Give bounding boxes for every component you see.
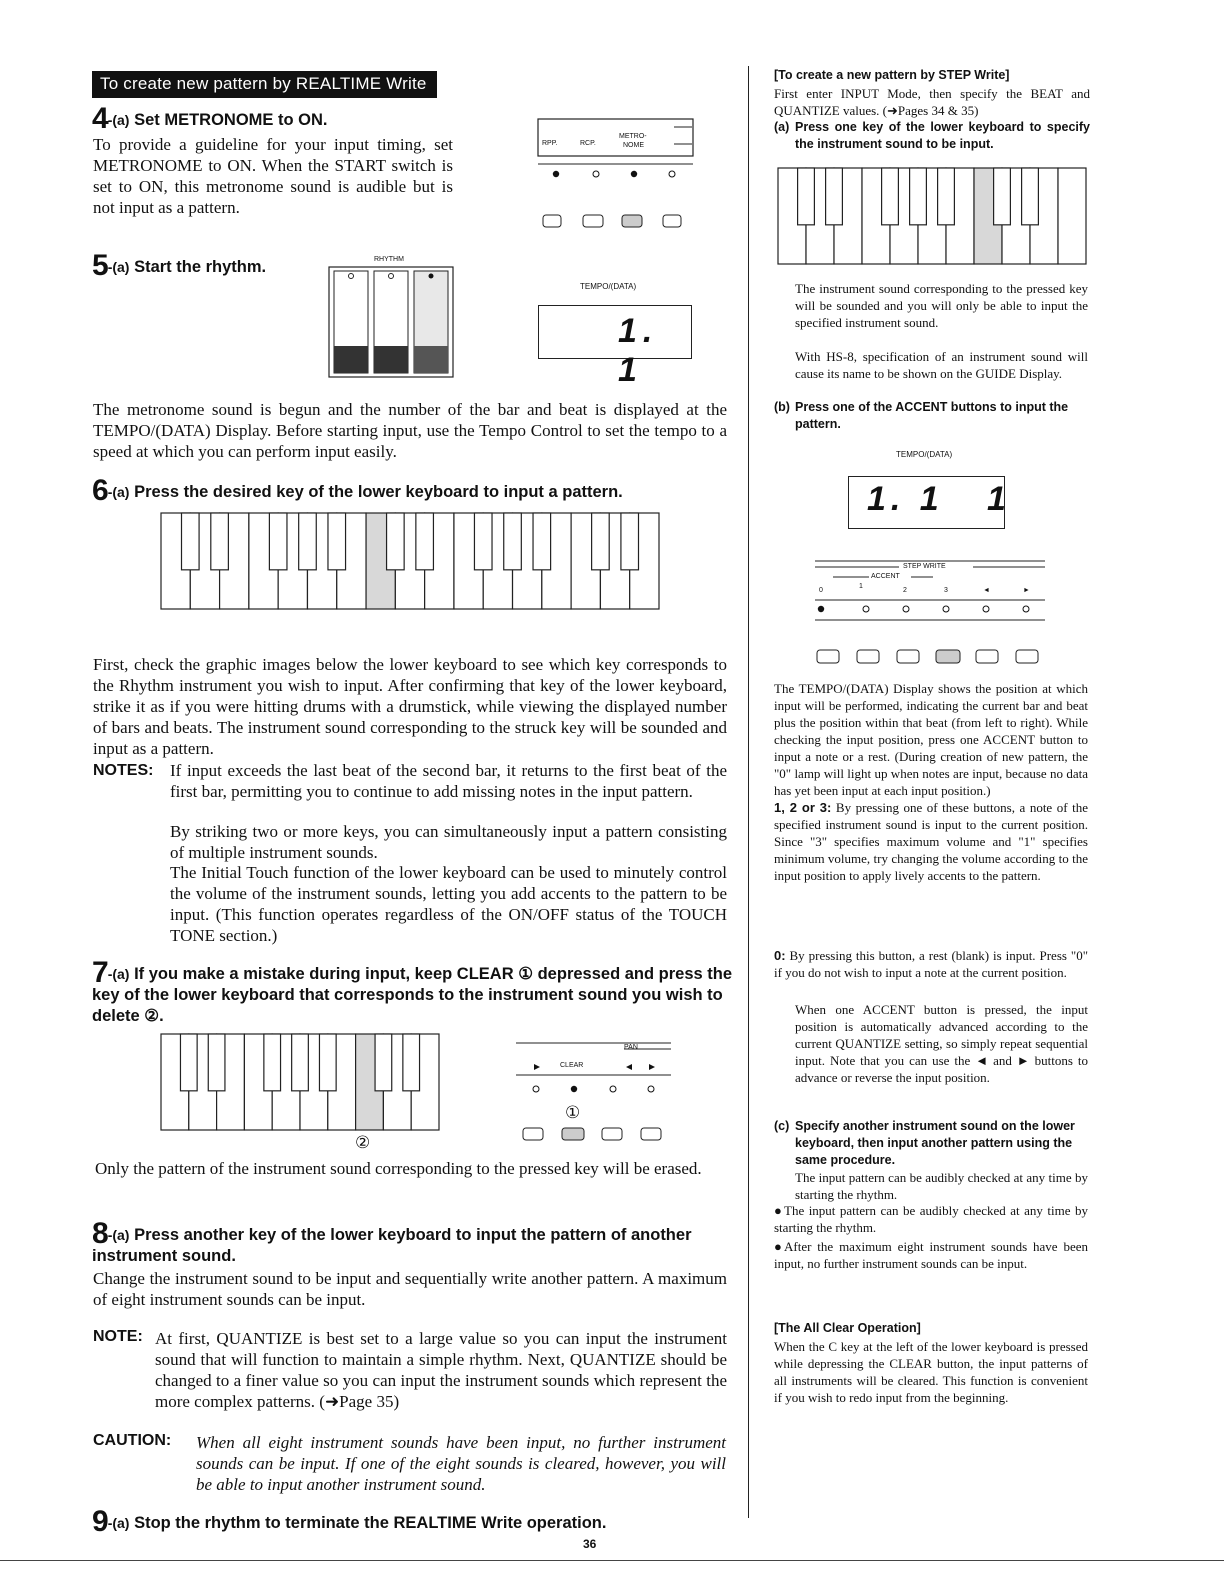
step8-number: 8 <box>92 1217 108 1250</box>
black-key <box>403 1034 420 1091</box>
white-key <box>1058 168 1086 264</box>
step-a-label: (a) <box>774 120 790 134</box>
step4-title: Set METRONOME to ON. <box>134 111 328 129</box>
step9-title: Stop the rhythm to terminate the REALTIME Write operation. <box>134 1514 607 1532</box>
step5-body: The metronome sound is begun and the number of the bar and beat is displayed at the TEMPO/(DATA) Display. Before starting input, use the Tempo Control to set the tempo to a speed at which you can perform input easily. <box>93 400 727 461</box>
rcp-label: RCP. <box>580 140 596 147</box>
caution-label: CAUTION: <box>93 1432 172 1449</box>
tempo-display-value: 1. 1 <box>618 312 659 389</box>
all-clear-body: When the C key at the left of the lower keyboard is pressed while depressing the CLEAR button, the input patterns of all instruments will be cleared. This function is convenient if you wish to redo input from the beginning. <box>774 1339 1088 1405</box>
black-key <box>319 1034 336 1091</box>
rhythm-switches <box>328 256 454 378</box>
black-key <box>387 513 405 570</box>
black-key <box>292 1034 309 1091</box>
note3: The Initial Touch function of the lower keyboard can be used to minutely control the volume of the instrument sounds, letting you add accents to the pattern to be input. (This function operates regardless of the ON/OFF status of the TOUCH TONE section.) <box>170 863 727 945</box>
black-key <box>328 513 346 570</box>
step6-body: First, check the graphic images below the lower keyboard to see which key corresponds to the Rhythm instrument you wish to input. After confirming that key of the lower keyboard, strike it as if you were hitting drums with a drumstick, while viewing the displayed number of bars and beats. The instrument sound corresponding to the struck key will be sounded and input as a pattern. <box>93 655 727 758</box>
step8-heading <box>92 1217 732 1267</box>
black-key <box>264 1034 281 1091</box>
key-back-label: ◄ <box>983 587 990 594</box>
black-key <box>180 1034 197 1091</box>
accent-123-text: By pressing one of these buttons, a note of the specified instrument sound is input to the current position. Since "3" specifies maximum volume and "1" specifies minimum volume, try changing the volume according to the input position to apply lively accents to the pattern. <box>774 800 1089 883</box>
step6-heading <box>92 474 623 507</box>
page-number: 36 <box>583 1537 597 1551</box>
callout-2: ② <box>355 1133 371 1152</box>
step9-sub: -(a) <box>107 1515 130 1531</box>
step7-heading <box>92 956 733 1027</box>
black-key <box>826 168 843 225</box>
black-key <box>504 513 522 570</box>
tempo-display-step5 <box>536 282 696 389</box>
step4-sub: -(a) <box>107 112 130 128</box>
tempo-display-step-write <box>845 450 1015 532</box>
step8-title: Press another key of the lower keyboard to input the pattern of another instrument sound. <box>92 1226 692 1265</box>
bullet-1: ● The input pattern can be audibly checked at any time by starting the rhythm. <box>774 1203 1088 1235</box>
black-key <box>592 513 610 570</box>
notes-label: NOTES: <box>93 762 154 779</box>
black-key <box>299 513 317 570</box>
black-key <box>416 513 434 570</box>
black-key <box>533 513 551 570</box>
bullet-2: ● After the maximum eight instrument sounds have been input, no further instrument sounds can be input. <box>774 1239 1088 1271</box>
black-key <box>474 513 492 570</box>
note2: By striking two or more keys, you can simultaneously input a pattern consisting of multiple instrument sounds. <box>170 822 727 862</box>
step-c-body: The input pattern can be audibly checked at any time by starting the rhythm. <box>795 1170 1088 1202</box>
step7-number: 7 <box>92 956 108 989</box>
caution-text: When all eight instrument sounds have been input, no further instrument sounds can be input. If one of the eight sounds is cleared, however, you will be able to input another instrument sound. <box>196 1433 726 1494</box>
accent-label: ACCENT <box>871 573 900 580</box>
bullet-2-text: After the maximum eight instrument sounds have been input, no further instrument sounds can be input. <box>774 1239 1088 1271</box>
step5-title: Start the rhythm. <box>134 258 267 276</box>
column-divider <box>748 66 749 1518</box>
metronome-label-2: NOME <box>623 142 644 149</box>
section-banner: To create new pattern by REALTIME Write <box>92 71 437 98</box>
key-0-label: 0 <box>819 587 823 594</box>
step5-heading <box>92 249 267 282</box>
black-key <box>798 168 815 225</box>
lower-keyboard-step6 <box>160 512 660 642</box>
black-key <box>211 513 229 570</box>
step7-title: If you make a mistake during input, keep CLEAR ① depressed and press the key of the lower keyboard that corresponds to the instrument sound you wish to delete ②. <box>92 965 733 1025</box>
step8-body: Change the instrument sound to be input and sequentially write another pattern. A maximum of eight instrument sounds can be input. <box>93 1269 727 1309</box>
black-key <box>182 513 200 570</box>
accent-123-label: 1, 2 or 3: <box>774 800 832 815</box>
step4-number: 4 <box>92 102 108 135</box>
step-b-text: Press one of the ACCENT buttons to input the pattern. <box>795 400 1069 431</box>
rpp-label: RPP. <box>542 140 558 147</box>
step4-body: To provide a guideline for your input timing, set METRONOME to ON. When the START switch is set to ON, this metronome sound is audible but is not input as a pattern. <box>93 135 453 217</box>
step-write-heading: [To create a new pattern by STEP Write] <box>774 68 1010 82</box>
black-key <box>621 513 639 570</box>
key-forward-label: ► <box>1023 587 1030 594</box>
all-clear-heading: [The All Clear Operation] <box>774 1321 921 1335</box>
step-a-text: Press one key of the lower keyboard to specify the instrument sound to be input. <box>795 120 1090 151</box>
step-b-label: (b) <box>774 400 790 414</box>
black-key <box>994 168 1011 225</box>
step6-title: Press the desired key of the lower keyboard to input a pattern. <box>134 483 623 501</box>
step-c-label: (c) <box>774 1119 790 1133</box>
step9-heading <box>92 1505 607 1538</box>
step6-number: 6 <box>92 474 108 507</box>
step-a-body2: With HS-8, specification of an instrument sound will cause its name to be shown on the GUIDE Display. <box>795 349 1088 381</box>
tempo-label: TEMPO/(DATA) <box>580 282 637 291</box>
step-b-body2 <box>774 799 1088 884</box>
accent-0-text: By pressing this button, a rest (blank) is input. Press "0" if you do not wish to input a note at the current position. <box>774 948 1089 980</box>
step-b-body1: The TEMPO/(DATA) Display shows the position at which input will be performed, indicating the current bar and beat plus the position within that beat (from left to right). While checking the input position, press one ACCENT button to input a note or a rest. (During creation of new pattern, the "0" lamp will light up when notes are input, because no data has yet been input at each input position.) <box>774 681 1088 798</box>
step7-sub: -(a) <box>107 966 130 982</box>
step-b-body4: When one ACCENT button is pressed, the input position is automatically advanced according to the current QUANTIZE setting, so simply repeat sequential input. Note that you can use the ◄ and ► buttons to advance or reverse the input position. <box>795 1002 1088 1085</box>
black-key <box>375 1034 392 1091</box>
rhythm-label: RHYTHM <box>374 256 404 263</box>
step-write-label: STEP WRITE <box>903 563 946 570</box>
step-c-text: Specify another instrument sound on the lower keyboard, then input another pattern using the same procedure. <box>795 1119 1075 1167</box>
step7-body: Only the pattern of the instrument sound corresponding to the pressed key will be erased. <box>95 1159 702 1178</box>
step6-sub: -(a) <box>107 484 130 500</box>
key-2-label: 2 <box>903 587 907 594</box>
step-b-body3 <box>774 947 1088 981</box>
step4-heading <box>92 102 328 135</box>
lower-keyboard-step-write <box>777 167 1087 267</box>
step-write-intro: First enter INPUT Mode, then specify the BEAT and QUANTIZE values. (➜Pages 34 & 35) <box>774 86 1090 118</box>
note-text: At first, QUANTIZE is best set to a large value so you can input the instrument sound that will function to maintain a simple rhythm. Next, QUANTIZE should be changed to a finer value so you can input the instrument sounds which represent the more complex patterns. (➜Page 35) <box>155 1329 727 1411</box>
step5-number: 5 <box>92 249 108 282</box>
tempo-label-right: TEMPO/(DATA) <box>896 450 953 459</box>
tempo-display-value-right: 1. 1 1 <box>867 480 1011 518</box>
lower-keyboard-step7 <box>160 1033 440 1133</box>
note1: If input exceeds the last beat of the second bar, it returns to the first beat of the first bar, permitting you to continue to add missing notes in the input pattern. <box>170 761 727 801</box>
step9-number: 9 <box>92 1505 108 1538</box>
accent-panel <box>813 555 1048 670</box>
step5-sub: -(a) <box>107 259 130 275</box>
black-key <box>910 168 927 225</box>
black-key <box>269 513 287 570</box>
callout-1: ① <box>565 1103 581 1122</box>
clear-panel <box>516 1033 676 1145</box>
black-key <box>208 1034 225 1091</box>
step-a-body1: The instrument sound corresponding to the pressed key will be sounded and you will only be able to input the specified instrument sound. <box>795 281 1088 330</box>
clear-label: CLEAR <box>560 1062 584 1069</box>
accent-0-label: 0: <box>774 948 786 963</box>
key-1-label: 1 <box>859 583 863 590</box>
black-key <box>938 168 955 225</box>
metronome-panel <box>536 118 696 238</box>
pan-label: PAN <box>624 1044 638 1051</box>
bullet-1-text: The input pattern can be audibly checked at any time by starting the rhythm. <box>774 1203 1088 1235</box>
step8-sub: -(a) <box>107 1227 130 1243</box>
key-3-label: 3 <box>944 587 948 594</box>
footer-rule <box>0 1560 1224 1561</box>
black-key <box>1022 168 1039 225</box>
black-key <box>882 168 899 225</box>
metronome-label-1: METRO- <box>619 133 647 140</box>
note-label: NOTE: <box>93 1328 143 1345</box>
